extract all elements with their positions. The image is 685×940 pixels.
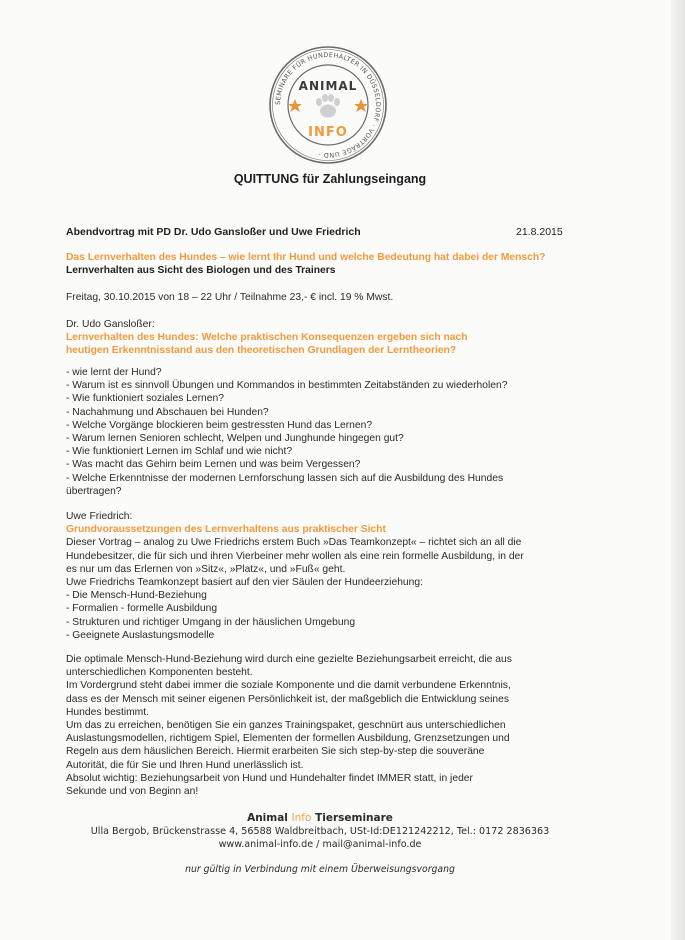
paragraph-line: Sekunde und von Beginn an! — [66, 786, 199, 798]
main-paragraph — [66, 653, 596, 798]
paw-icon — [316, 94, 340, 118]
speaker2-line: - Die Mensch-Hund-Beziehung — [66, 590, 207, 602]
logo-word-animal: ANIMAL — [298, 79, 358, 93]
paragraph-line: Um das zu erreichen, benötigen Sie ein ganzes Trainingspaket, geschnürt aus unterschiedlichen — [66, 720, 506, 732]
paragraph-line: Autorität, die für Sie und Ihren Hund unerlässlich ist. — [66, 759, 304, 771]
paragraph-line: unterschiedlichen Komponenten besteht. — [66, 667, 253, 679]
list-item: - wie lernt der Hund? — [66, 367, 162, 378]
list-item: - Warum ist es sinnvoll Übungen und Kommandos in bestimmten Zeitabständen zu wiederholen? — [66, 380, 508, 392]
list-item: - Warum lernen Senioren schlecht, Welpen und Junghunde hingegen gut? — [66, 433, 404, 445]
logo-word-info: INFO — [308, 125, 348, 140]
page-title: QUITTUNG für Zahlungseingang — [233, 172, 427, 186]
paragraph-line: Hundes bestimmt. — [66, 706, 149, 718]
paragraph-line: Auslastungsmodellen, richtigem Spiel, Elementen der formellen Ausbildung, Grenzsetzungen und — [66, 733, 510, 745]
speaker2-line: Hundebesitzer, die für sich und ihren Vierbeiner mehr wollen als eine rein formelle Ausbildung, in der — [66, 550, 524, 562]
paragraph-line: Regeln aus dem häuslichen Bereich. Hiermit erarbeiten Sie sich step-by-step die souveräne — [66, 746, 485, 758]
speaker2-line: - Formalien - formelle Ausbildung — [66, 603, 218, 615]
subtitle-bold: Lernverhalten aus Sicht des Biologen und des Trainers — [66, 265, 336, 277]
subtitle-block — [66, 251, 596, 277]
list-item: - Nachahmung und Abschauen bei Hunden? — [66, 406, 269, 418]
speaker2-block — [66, 510, 596, 642]
animal-info-logo-seal — [267, 44, 389, 166]
speaker1-topic-line: Lernverhalten des Hundes: Welche praktischen Konsequenzen ergeben sich nach — [66, 332, 468, 344]
speaker1-topic-line: heutigen Erkenntnisstand aus den theoretischen Grundlagen der Lerntheorien? — [66, 345, 457, 357]
schedule-text: Freitag, 30.10.2015 von 18 – 22 Uhr / Teilnahme 23,- € incl. 19 % Mwst. — [66, 292, 394, 303]
speaker2-line: es nur um das Erlernen von »Sitz«, »Platz«, und »Fuß« geht. — [66, 563, 346, 575]
event-heading: Abendvortrag mit PD Dr. Udo Gansloßer und Uwe Friedrich — [66, 226, 361, 238]
footer-brand — [0, 812, 640, 824]
receipt-date: 21.8.2015 — [516, 226, 563, 238]
footer-web-mail: www.animal-info.de / mail@animal-info.de — [218, 839, 422, 850]
paragraph-line: Im Vordergrund steht dabei immer die soziale Komponente und die damit verbundene Erkenntnis, — [66, 680, 511, 692]
speaker1-name: Dr. Udo Gansloßer: — [66, 319, 155, 330]
list-item: - Wie funktioniert soziales Lernen? — [66, 393, 224, 405]
paper-edge — [671, 0, 685, 940]
list-item: - Welche Vorgänge blockieren beim gestressten Hund das Lernen? — [66, 419, 373, 431]
logo-ring-text: SEMINARE FÜR HUNDEHALTER IN DÜSSELDORF · VORTRÄGE UND · — [273, 50, 383, 160]
speaker2-line: Dieser Vortrag – analog zu Uwe Friedrichs erstem Buch »Das Teamkonzept« – richtet sich an all die — [66, 537, 522, 549]
footer-address: Ulla Bergob, Brückenstrasse 4, 56588 Waldbreitbach, USt-Id:DE121242212, Tel.: 0172 2836363 — [90, 826, 550, 837]
speaker2-line: Uwe Friedrichs Teamkonzept basiert auf den vier Säulen der Hundeerziehung: — [66, 577, 423, 589]
speaker2-topic: Grundvoraussetzungen des Lernverhaltens aus praktischer Sicht — [66, 524, 386, 536]
list-item: - Was macht das Gehirn beim Lernen und was beim Vergessen? — [66, 459, 361, 471]
speaker2-name: Uwe Friedrich: — [66, 511, 133, 522]
footer-note: nur gültig in Verbindung mit einem Überweisungsvorgang — [185, 864, 455, 875]
list-item: - Wie funktioniert Lernen im Schlaf und wie nicht? — [66, 446, 293, 458]
footer-brand-animal: Animal — [247, 812, 288, 824]
paragraph-line: dass es der Mensch mit seiner eigenen Persönlichkeit ist, der maßgeblich die Entwicklung seines — [66, 693, 509, 705]
list-item: - Welche Erkenntnisse der modernen Lernforschung lassen sich auf die Ausbildung des Hundes — [66, 472, 504, 484]
speaker1-block — [66, 318, 596, 358]
paragraph-line: Absolut wichtig: Beziehungsarbeit von Hund und Hundehalter findet IMMER statt, in jeder — [66, 772, 473, 784]
speaker2-line: - Geeignete Auslastungsmodelle — [66, 629, 215, 641]
speaker2-line: - Strukturen und richtiger Umgang in der häuslichen Umgebung — [66, 616, 356, 628]
subtitle-orange: Das Lernverhalten des Hundes – wie lernt Ihr Hund und welche Bedeutung hat dabei der Mensch? — [66, 252, 546, 263]
speaker1-questions — [66, 366, 596, 498]
footer-brand-tierseminare: Tierseminare — [315, 812, 393, 824]
list-item: übertragen? — [66, 485, 122, 497]
paragraph-line: Die optimale Mensch-Hund-Beziehung wird durch eine gezielte Beziehungsarbeit erreicht, die aus — [66, 654, 512, 665]
footer-brand-info: Info — [291, 812, 312, 824]
